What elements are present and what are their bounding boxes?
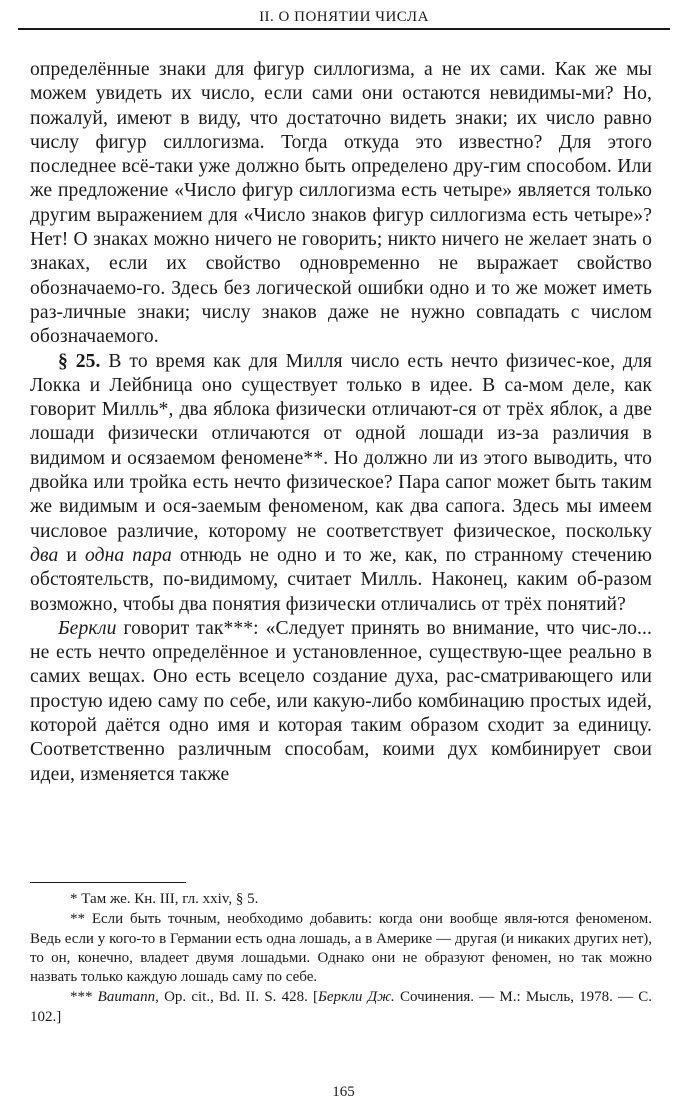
paragraph-2-text-a: В то время как для Милля число есть нечто физичес-кое, для Локка и Лейбница оно существует только в идее. В са-мом деле, как говорит Милль*, два яблока физически отличают-ся от трёх яблок, а две лошади физически отличаются от одной лошади из-за различия в видимом и осязаемом феномене**. Но должно ли из этого выводить, что двойка или тройка есть нечто физическое? Пара сапог может быть таким же видимым и ося-заемым феноменом, как два сапога. Здесь мы имеем числовое различие, которому не соответствует физическое, поскольку <box>30 350 652 542</box>
paragraph-2 <box>30 350 652 617</box>
footnote-3-text-a: Op. cit., Bd. II. S. 428. [ <box>158 989 319 1006</box>
paragraph-3-text: говорит так***: «Следует принять во внимание, что чис-ло... не есть нечто определённое и установленное, существую-щее реально в самих вещах. Оно есть всецело создание духа, рас-сматривающего или простую идею саму по себе, или какую-либо комбинацию простых идей, которой даётся одно имя и которая таким образом сходит за единицу. Соответственно различным способам, коими дух комбинирует свои идеи, изменяется также <box>30 617 652 785</box>
page-number: 165 <box>332 1084 355 1100</box>
footnote-3-mark: *** <box>70 989 98 1006</box>
paragraph-2-italic-1: два <box>30 544 59 566</box>
footnotes <box>30 890 652 1028</box>
paragraph-1-text: определённые знаки для фигур силлогизма, а не их сами. Как же мы можем увидеть их число, если сами они остаются невидимы-ми? Но, пожалуй, имеют в виду, что достаточно видеть знаки; их число равно числу фигур силлогизма. Тогда откуда это известно? Для этого последнее всё-таки уже должно быть определено дру-гим способом. Или же предложение «Число фигур силлогизма есть четыре» является только другим выражением для «Число знаков фигур силлогизма есть четыре»? Нет! О знаках можно ничего не говорить; никто ничего не желает знать о знаках, если их свойство одновременно не выражает свойство обозначаемо-го. Здесь без логической ошибки одно и то же может иметь раз-личные знаки; числу знаков даже не нужно совпадать с числом обозначаемого. <box>30 59 652 348</box>
footnote-rule <box>30 882 186 883</box>
footnote-3-author: Baumann, <box>97 989 159 1006</box>
footnote-3-author-ru: Беркли Дж. <box>318 989 395 1006</box>
paragraph-2-text-c: отнюдь не одно и то же, как, по странному стечению обстоятельств, по-видимому, считает Милль. Наконец, каким об-разом возможно, чтобы два понятия физически отличались от трёх понятий? <box>30 544 652 615</box>
section-number: § 25. <box>58 350 101 372</box>
paragraph-3 <box>30 617 652 787</box>
paragraph-3-author: Беркли <box>58 617 117 639</box>
paragraph-2-text-b: и <box>58 544 85 566</box>
footnote-2: ** Если быть точным, необходимо добавить: когда они вообще явля-ются феноменом. Ведь если у кого-то в Германии есть одна лошадь, а в Америке — другая (и никаких других нет), то он, конечно, владеет двумя лошадьми. Однако они не образуют феномен, но так можно назвать только каждую лошадь саму по себе. <box>30 911 652 986</box>
footnote-1: * Там же. Кн. III, гл. xxiv, § 5. <box>70 891 259 907</box>
paragraph-2-italic-2: одна пара <box>84 544 172 566</box>
running-header <box>18 8 670 32</box>
header-rule <box>18 28 670 30</box>
footnote-3-text-b: Сочинения. — М.: Мысль, 1978. — С. 102.] <box>30 989 652 1025</box>
paragraph-1 <box>30 58 652 350</box>
footnote-3 <box>30 988 652 1027</box>
main-text <box>30 58 652 787</box>
running-header-title: II. О ПОНЯТИИ ЧИСЛА <box>259 9 429 25</box>
